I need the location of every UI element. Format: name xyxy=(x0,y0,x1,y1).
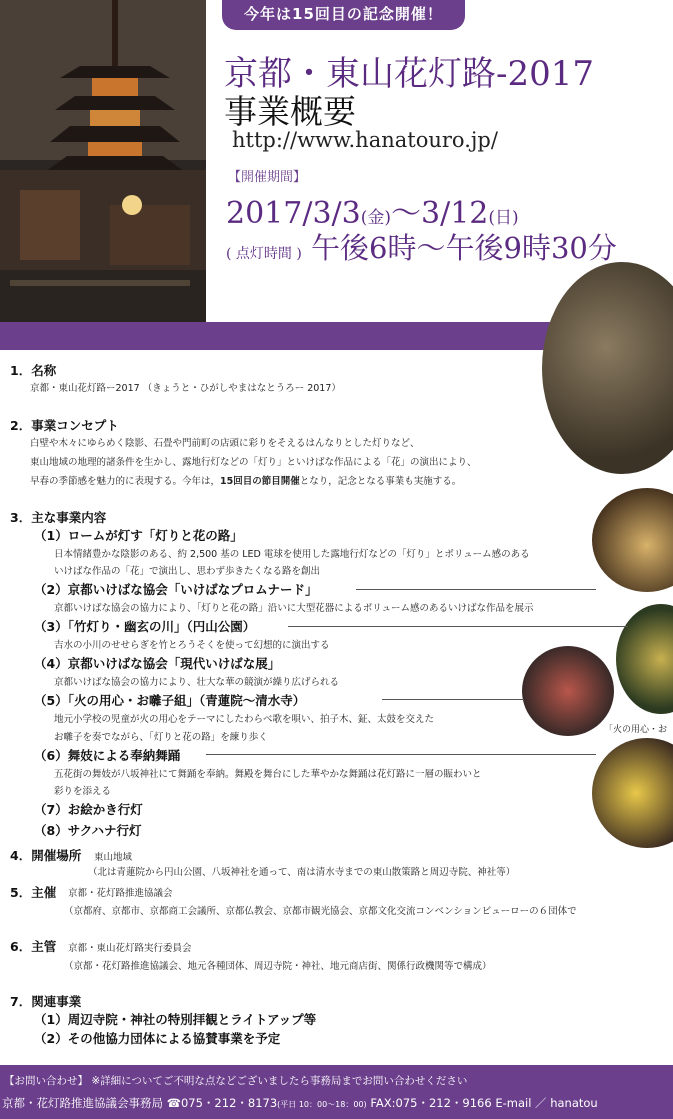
item-2-title: （2）京都いけばな協会「いけばなプロムナード」 xyxy=(34,582,318,597)
item-2-rule xyxy=(356,589,596,590)
event-title: 京都・東山花灯路-2017 xyxy=(224,54,595,94)
pagoda-night-photo xyxy=(0,0,206,322)
item-5-desc2: お囃子を奏でながら、「灯りと花の路」を練り歩く xyxy=(54,732,268,743)
website-url[interactable]: http://www.hanatouro.jp/ xyxy=(232,128,498,152)
maiko-dance-photo xyxy=(592,738,673,848)
fax-number: FAX:075・212・9166 xyxy=(370,1096,492,1110)
section-3-heading: 3．主な事業内容 xyxy=(10,510,107,525)
item-5-desc1: 地元小学校の児童が火の用心をテーマにしたわらべ歌を唄い、拍子木、鉦、太鼓を交えた xyxy=(54,714,435,725)
contact-label: 【お問い合わせ】 xyxy=(4,1075,88,1087)
lighting-label: ( 点灯時間 ) xyxy=(226,246,302,262)
section-7-item2: （2）その他協力団体による協賛事業を予定 xyxy=(34,1031,281,1046)
section-1-heading: 1．名称 xyxy=(10,363,57,378)
procession-photo xyxy=(522,646,614,736)
section-7-item1: （1）周辺寺院・神社の特別拝観とライトアップ等 xyxy=(34,1012,317,1027)
section-2-heading: 2．事業コンセプト xyxy=(10,418,119,433)
date-start-day: (金) xyxy=(360,208,392,228)
item-6-title: （6）舞妓による奉納舞踊 xyxy=(34,748,181,763)
contact-details xyxy=(2,1095,598,1111)
office-name: 京都・花灯路推進協議会事務局 xyxy=(2,1096,163,1110)
section-5-heading: 5．主催 xyxy=(10,885,57,900)
section-2-line3b: 15回目の節目開催 xyxy=(220,476,300,487)
item-3-desc1: 吉水の小川のせせらぎを竹とろうそくを使って幻想的に演出する xyxy=(54,640,330,651)
item-6-rule xyxy=(206,754,596,755)
street-lantern-photo xyxy=(542,262,673,474)
period-label: 【開催期間】 xyxy=(228,170,307,185)
anniversary-banner: 今年は15回目の記念開催！ xyxy=(222,0,465,30)
item-5-title: （5）「火の用心・お囃子組」（青蓮院〜清水寺） xyxy=(34,693,306,708)
item-5-rule xyxy=(382,699,524,700)
section-5-text: （京都府、京都市、京都商工会議所、京都仏教会、京都市観光協会、京都文化交流コンベンションビューローの６団体で xyxy=(64,906,577,917)
section-4-text: （北は青蓮院から円山公園、八坂神社を通って、南は清水寺までの東山散策路と周辺寺院、神社等） xyxy=(88,867,516,878)
section-5-inline: 京都・花灯路推進協議会 xyxy=(68,888,173,899)
section-6-heading: 6．主管 xyxy=(10,939,57,954)
item-2-desc1: 京都いけばな協会の協力により、「灯りと花の路」沿いに大型花器によるボリューム感のあるいけばな作品を展示 xyxy=(54,603,534,614)
section-2-line2: 東山地域の地理的諸条件を生かし、露地行灯などの「灯り」といけばな作品による「花」の演出により、 xyxy=(30,457,477,468)
email-address[interactable]: E-mail ／ hanatou xyxy=(495,1096,598,1110)
section-4-inline: 東山地域 xyxy=(94,852,133,863)
ikebana-photo xyxy=(592,488,673,592)
section-6-inline: 京都・東山花灯路実行委員会 xyxy=(68,943,192,954)
lighting-time: 午後6時〜午後9時30分 xyxy=(311,231,617,265)
item-3-title: （3）「竹灯り・幽玄の川」（円山公園） xyxy=(34,619,256,634)
pagoda-illustration xyxy=(0,0,206,322)
item-7-title: （7）お絵かき行灯 xyxy=(34,802,143,817)
contact-line xyxy=(4,1073,467,1088)
bamboo-lights-photo xyxy=(616,604,673,714)
office-hours: (平日 10：00〜18：00) xyxy=(277,1100,367,1109)
item-1-desc2: いけばな作品の「花」で演出し、思わず歩きたくなる路を創出 xyxy=(54,566,321,577)
item-1-title: （1）ロームが灯す「灯りと花の路」 xyxy=(34,528,243,543)
lighting-hours xyxy=(226,226,617,267)
section-2-line3a: 早春の季節感を魅力的に表現する。今年は， xyxy=(30,476,221,487)
item-8-title: （8）サクハナ行灯 xyxy=(34,823,142,838)
item-6-desc1: 五花街の舞妓が八坂神社にて舞踊を奉納。舞殿を舞台にした華やかな舞踊は花灯路に一層の賑わいと xyxy=(54,769,482,780)
item-3-rule xyxy=(288,626,628,627)
document-subtitle: 事業概要 xyxy=(224,92,356,131)
date-start: 2017/3/3 xyxy=(226,196,361,231)
item-4-title: （4）京都いけばな協会「現代いけばな展」 xyxy=(34,656,281,671)
date-end-day: (日) xyxy=(488,208,519,228)
section-2-line3c: となり，記念となる事業も実施する。 xyxy=(299,476,462,487)
item-6-desc2: 彩りを添える xyxy=(54,786,112,797)
date-end: 3/12 xyxy=(421,196,489,231)
contact-note: ※詳細についてご不明な点などございましたら事務局までお問い合わせください xyxy=(91,1075,468,1087)
section-2-line1: 白壁や木々にゆらめく陰影、石畳や門前町の店頭に彩りをそえるはんなりとした灯りなど、 xyxy=(30,438,420,449)
item-1-desc1: 日本情緒豊かな陰影のある、約 2,500 基の LED 電球を使用した露地行灯などの「灯り」とボリューム感のある xyxy=(54,549,530,560)
section-7-heading: 7．関連事業 xyxy=(10,994,82,1009)
contact-footer xyxy=(0,1065,673,1119)
section-1-text: 京都・東山花灯路ー2017 （きょうと・ひがしやまはなとうろー 2017） xyxy=(30,383,341,394)
phone-number[interactable]: ☎075・212・8173 xyxy=(166,1096,278,1110)
date-separator: 〜 xyxy=(391,196,422,231)
photo-caption: 「火の用心・お xyxy=(604,725,668,735)
section-6-text: （京都・花灯路推進協議会、地元各種団体、周辺寺院・神社、地元商店街、関係行政機関等で構成） xyxy=(64,961,492,972)
section-4-heading: 4．開催場所 xyxy=(10,848,82,863)
section-2-line3 xyxy=(30,473,461,487)
item-4-desc1: 京都いけばな協会の協力により、壮大な華の競演が繰り広げられる xyxy=(54,677,340,688)
